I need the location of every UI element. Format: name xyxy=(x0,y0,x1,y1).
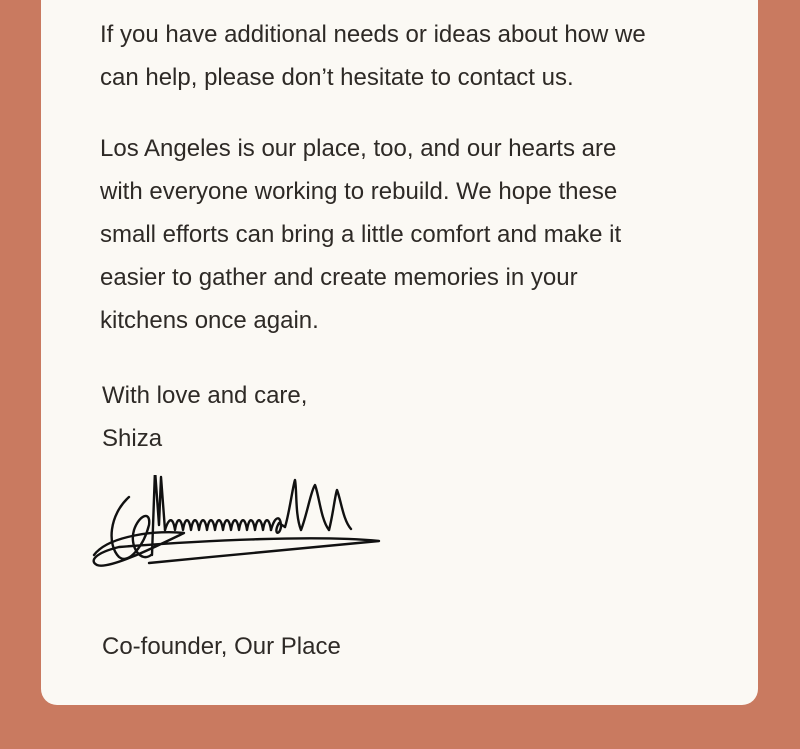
signer-name: Shiza xyxy=(102,425,163,452)
handwritten-signature-icon xyxy=(89,475,389,595)
letter-paragraph-1: If you have additional needs or ideas about how we can help, please don’t hesitate to contact us. xyxy=(100,21,646,91)
letter-card xyxy=(41,0,758,705)
closing-line: With love and care, xyxy=(102,382,308,409)
signer-title: Co-founder, Our Place xyxy=(102,633,341,660)
letter-paragraph-2: Los Angeles is our place, too, and our hearts are with everyone working to rebuild. We hope these small efforts can bring a little comfort and make it easier to gather and create memories in your kitchens once again. xyxy=(100,135,622,334)
